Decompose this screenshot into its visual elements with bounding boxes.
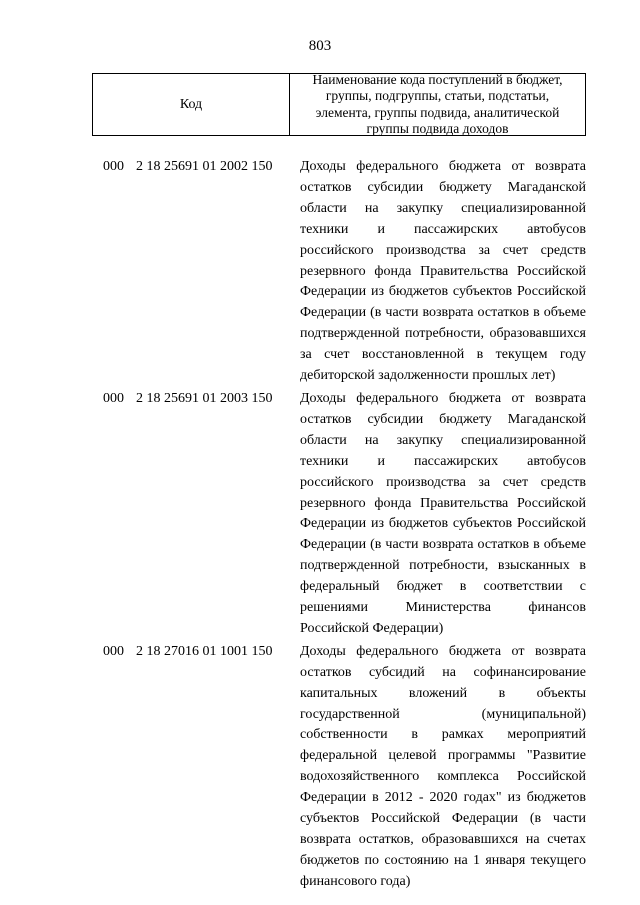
row-prefix: 000 [103,159,124,174]
row-description: Доходы федерального бюджета от возврата остатков субсидии бюджету Магаданской области на закупку специализированной техники и пассажирских автобусов российского производства за счет средств резервного фонда Правительства Российской Федерации из бюджетов субъектов Российской Федерации (в части возврата остатков в объеме подтвержденной потребности, образовавшихся за счет восстановленной в текущем году дебиторской задолженности прошлых лет) [300,159,586,384]
row-code: 2 18 27016 01 1001 150 [136,643,273,659]
table-body [92,157,589,895]
row-description: Доходы федерального бюджета от возврата остатков субсидий на софинансирование капитальных вложений в объекты государственной (муниципальной) собственности в рамках мероприятий федеральной целевой программы "Развитие водохозяйственного комплекса Российской Федерации в 2012 - 2020 годах" из бюджетов субъектов Российской Федерации (в части возврата остатков, образовавшихся на счетах бюджетов по состоянию на 1 января текущего финансового года) [300,643,586,889]
row-prefix: 000 [103,643,124,659]
page-number: 803 [308,38,332,54]
row-description: Доходы федерального бюджета от возврата остатков субсидии бюджету Магаданской области на закупку специализированной техники и пассажирских автобусов российского производства за счет средств резервного фонда Правительства Российской Федерации из бюджетов субъектов Российской Федерации (в части возврата остатков в объеме подтвержденной потребности, взысканных в федеральный бюджет в соответствии с решениями Министерства финансов Российской Федерации) [300,390,586,636]
header-code-column: Код [93,74,290,135]
table-row [92,157,589,387]
header-name-column: Наименование кода поступлений в бюджет, группы, подгруппы, статьи, подстатьи, элемента, группы подвида, аналитической группы подвида доходов [312,74,563,135]
row-prefix: 000 [103,390,124,406]
row-code: 2 18 25691 01 2003 150 [136,390,273,406]
table-row [92,642,589,893]
row-code: 2 18 25691 01 2002 150 [136,159,273,174]
table-row [92,389,589,640]
table-header [92,73,586,136]
